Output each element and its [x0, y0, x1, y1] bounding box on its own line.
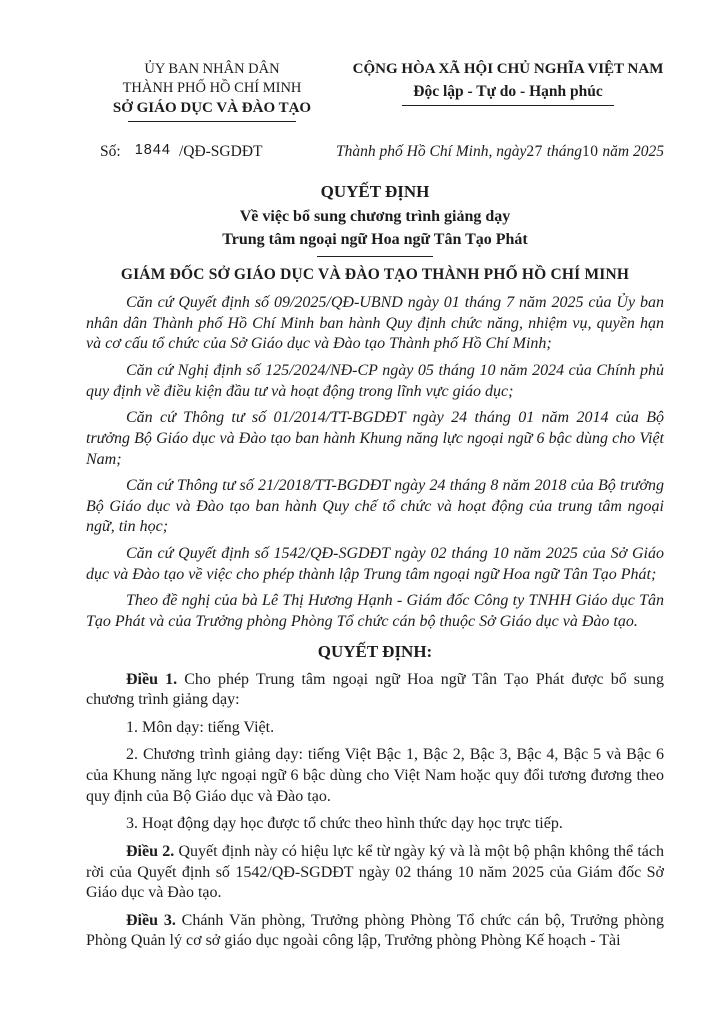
date-month: 10 [582, 143, 599, 161]
article-1-item-2: 2. Chương trình giảng dạy: tiếng Việt Bậc 1, Bậc 2, Bậc 3, Bậc 4, Bậc 5 và Bậc 6 của Khung năng lực ngoại ngữ 6 bậc dùng cho Việt Nam hoặc quy đổi tương đương theo quy định của Bộ Giáo dục và Đào tạo. [86, 746, 664, 805]
number-label: Số: [100, 143, 121, 161]
article-1-item-3: 3. Hoạt động dạy học được tổ chức theo hình thức dạy học trực tiếp. [126, 815, 563, 833]
national-header [86, 60, 664, 122]
document-type-title: QUYẾT ĐỊNH [320, 182, 430, 202]
place-date-line [336, 143, 664, 161]
issuer-title: GIÁM ĐỐC SỞ GIÁO DỤC VÀ ĐÀO TẠO THÀNH PHỐ HỒ CHÍ MINH [120, 266, 630, 284]
article-3-label: Điều 3. [126, 911, 176, 929]
parent-agency-line1: ỦY BAN NHÂN DÂN [144, 61, 280, 77]
document-number [86, 143, 262, 161]
number-date-row [86, 143, 664, 161]
proposal-paragraph: Theo đề nghị của bà Lê Thị Hương Hạnh - Giám đốc Công ty TNHH Giáo dục Tân Tạo Phát và của Trưởng phòng Phòng Tổ chức cán bộ thuộc Sở Giáo dục và Đào tạo. [86, 592, 664, 630]
article-3-text: Chánh Văn phòng, Trưởng phòng Phòng Tổ chức cán bộ, Trưởng phòng Phòng Quản lý cơ sở giáo dục ngoài công lập, Trưởng phòng Phòng Kế hoạch - Tài [86, 911, 665, 950]
citation-paragraph: Căn cứ Thông tư số 01/2014/TT-BGDĐT ngày 24 tháng 01 năm 2014 của Bộ trưởng Bộ Giáo dục và Đào tạo ban hành Khung năng lực ngoại ngữ 6 bậc dùng cho Việt Nam; [86, 409, 664, 468]
article-1-item-1: 1. Môn dạy: tiếng Việt. [126, 718, 275, 736]
agency-underline [128, 121, 296, 122]
title-block [86, 180, 664, 257]
date-prefix: Thành phố Hồ Chí Minh, ngày [336, 143, 527, 161]
citation-paragraph: Căn cứ Nghị định số 125/2024/NĐ-CP ngày 05 tháng 10 năm 2024 của Chính phủ quy định về điều kiện đầu tư và hoạt động trong lĩnh vực giáo dục; [86, 362, 664, 400]
country-title: CỘNG HÒA XÃ HỘI CHỦ NGHĨA VIỆT NAM [352, 61, 664, 77]
article-2-text: Quyết định này có hiệu lực kể từ ngày ký và là một bộ phận không thể tách rời của Quyết định số 1542/QĐ-SGDĐT ngày 02 tháng 10 năm 2025 của Giám đốc Sở Giáo dục và Đào tạo. [86, 842, 665, 902]
article-2 [86, 842, 664, 904]
article-2-label: Điều 2. [126, 842, 175, 860]
document-subject-line2: Trung tâm ngoại ngữ Hoa ngữ Tân Tạo Phát [222, 231, 528, 249]
citation-paragraph: Căn cứ Thông tư số 21/2018/TT-BGDĐT ngày 24 tháng 8 năm 2018 của Bộ trưởng Bộ Giáo dục và Đào tạo ban hành Quy chế tổ chức và hoạt động của trung tâm ngoại ngữ, tin học; [86, 477, 664, 536]
date-thang: tháng [542, 143, 583, 161]
number-suffix: /QĐ-SGDĐT [178, 143, 263, 161]
document-content [86, 60, 664, 959]
national-motto-block [338, 60, 664, 106]
decision-heading: QUYẾT ĐỊNH: [317, 641, 433, 661]
date-day: 27 [526, 143, 543, 161]
article-1-text: Cho phép Trung tâm ngoại ngữ Hoa ngữ Tân Tạo Phát được bổ sung chương trình giảng dạy: [86, 670, 665, 709]
article-3 [86, 911, 664, 952]
citation-paragraph: Căn cứ Quyết định số 09/2025/QĐ-UBND ngày 01 tháng 7 năm 2025 của Ủy ban nhân dân Thành phố Hồ Chí Minh ban hành Quy định chức năng, nhiệm vụ, quyền hạn và cơ cấu tổ chức của Sở Giáo dục và Đào tạo Thành phố Hồ Chí Minh; [86, 294, 664, 353]
title-divider [317, 256, 433, 257]
national-motto: Độc lập - Tự do - Hạnh phúc [413, 82, 603, 100]
issuing-agency-block [86, 60, 338, 122]
date-suffix: năm 2025 [598, 143, 664, 161]
number-value: 1844 [134, 142, 171, 159]
agency-name: SỞ GIÁO DỤC VÀ ĐÀO TẠO [112, 99, 312, 116]
article-1 [86, 670, 664, 711]
citation-paragraph: Căn cứ Quyết định số 1542/QĐ-SGDĐT ngày 02 tháng 10 năm 2025 của Sở Giáo dục và Đào tạo về việc cho phép thành lập Trung tâm ngoại ngữ Hoa ngữ Tân Tạo Phát; [86, 545, 664, 583]
parent-agency-line2: THÀNH PHỐ HỒ CHÍ MINH [122, 79, 302, 96]
preamble [86, 293, 664, 632]
article-1-label: Điều 1. [126, 670, 178, 688]
motto-underline [402, 105, 614, 106]
document-subject-line1: Về việc bổ sung chương trình giảng dạy [239, 207, 511, 225]
